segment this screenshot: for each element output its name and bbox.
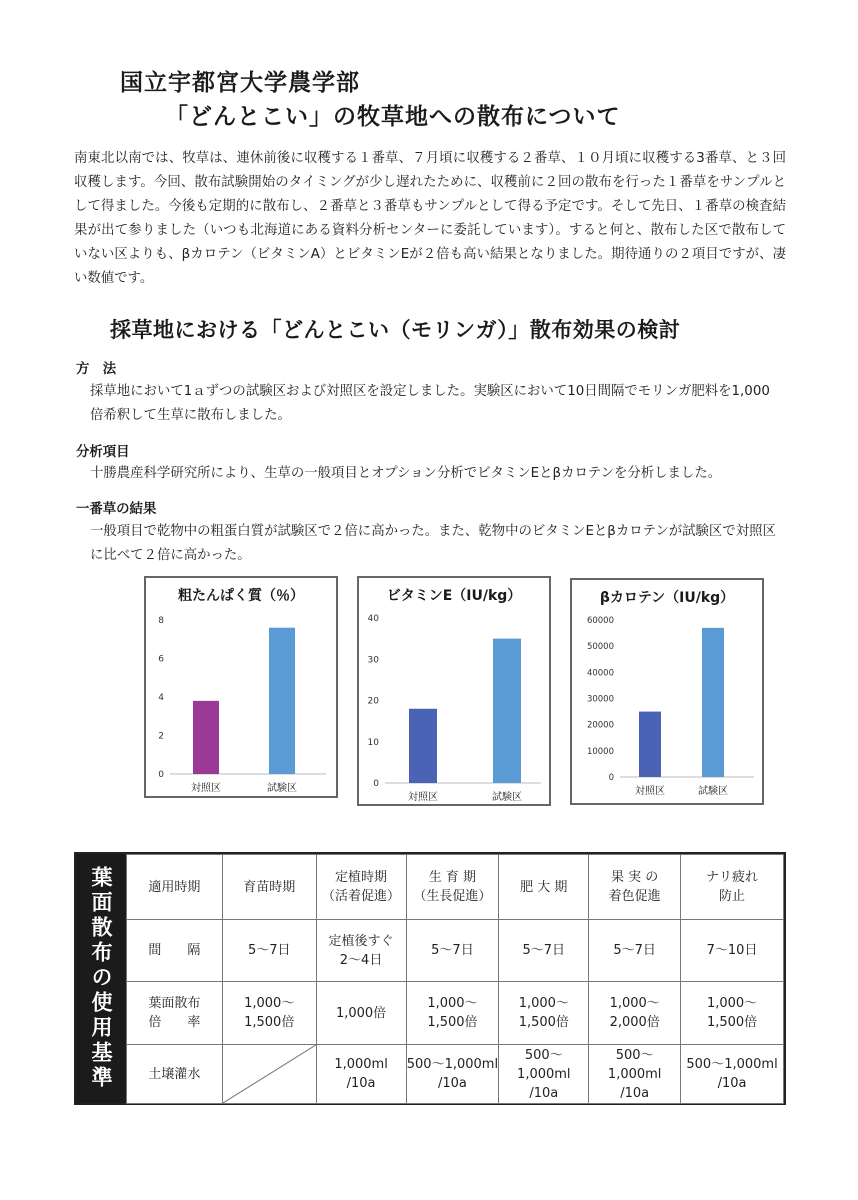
table-cell: 果 実 の 着色促進 [589, 855, 681, 920]
y-tick-label: 0 [608, 773, 614, 783]
y-tick-label: 10000 [586, 746, 614, 757]
table-cell: ナリ疲れ 防止 [681, 855, 784, 920]
table-row-interval [127, 920, 784, 982]
table-cell: 葉面散布 倍 率 [127, 982, 223, 1045]
result-body: 一般項目で乾物中の粗蛋白質が試験区で２倍に高かった。また、乾物中のビタミンEとβカロテンが試験区で対照区に比べて２倍に高かった。 [90, 524, 776, 563]
result-heading: 一番草の結果 [76, 502, 157, 517]
bar-test [493, 639, 521, 783]
header-line1: 国立宇都宮大学農学部 [120, 70, 360, 96]
analysis-body: 十勝農産科学研究所により、生草の一般項目とオプション分析でビタミンEとβカロテンを分析しました。 [90, 466, 722, 481]
table-cell: 5～7日 [499, 920, 589, 982]
chart-title: ビタミンE（IU/kg） [386, 588, 522, 604]
table-cell: 1,000～ 1,500倍 [681, 982, 784, 1045]
table-cell: 5～7日 [222, 920, 316, 982]
bar-control [639, 712, 661, 777]
usage-table [126, 854, 784, 1104]
table-row-ratio [127, 982, 784, 1045]
table-cell: 定植後すぐ 2～4日 [316, 920, 406, 982]
chart-crude-protein [144, 576, 338, 798]
y-tick-label: 6 [158, 654, 164, 665]
table-cell: 1,000ml /10a [316, 1045, 406, 1104]
bar-control [193, 701, 219, 774]
table-row-soil [127, 1045, 784, 1104]
y-tick-label: 20000 [586, 720, 614, 731]
usage-side-label [76, 854, 126, 1103]
bar-control [409, 709, 437, 783]
table-cell: 1,000～ 1,500倍 [222, 982, 316, 1045]
chart-beta-carotene [570, 578, 764, 805]
y-tick-label: 2 [158, 731, 164, 742]
y-tick-label: 0 [373, 779, 379, 789]
table-cell: 土壌灌水 [127, 1045, 223, 1104]
table-cell: 1,000倍 [316, 982, 406, 1045]
table-cell: 肥 大 期 [499, 855, 589, 920]
study-title: 採草地における「どんとこい（モリンガ）」散布効果の検討 [110, 318, 681, 342]
y-tick-label: 20 [367, 696, 379, 707]
bar-test [702, 628, 724, 777]
side-label-text: 葉面散布の使用基準 [89, 866, 113, 1091]
x-category-label: 対照区 [635, 786, 665, 797]
table-cell: 1,000～ 1,500倍 [499, 982, 589, 1045]
y-tick-label: 40000 [586, 668, 614, 679]
y-tick-label: 50000 [586, 642, 614, 653]
table-cell: 500～1,000ml /10a [589, 1045, 681, 1104]
analysis-heading: 分析項目 [76, 445, 130, 460]
y-tick-label: 60000 [586, 616, 614, 626]
chart-title: 粗たんぱく質（％） [178, 588, 304, 604]
table-cell: 500～1,000ml /10a [406, 1045, 499, 1104]
y-tick-label: 4 [158, 693, 164, 703]
x-category-label: 試験区 [492, 792, 522, 803]
x-category-label: 対照区 [191, 783, 221, 794]
table-row-header [127, 855, 784, 920]
chart-title: βカロテン（IU/kg） [599, 590, 735, 606]
table-cell: 間 隔 [127, 920, 223, 982]
table-cell: 1,000～ 1,500倍 [406, 982, 499, 1045]
table-cell: 1,000～ 2,000倍 [589, 982, 681, 1045]
x-category-label: 試験区 [698, 786, 728, 797]
table-cell: 育苗時期 [222, 855, 316, 920]
usage-table-container [74, 852, 786, 1105]
table-cell: 生 育 期 （生長促進） [406, 855, 499, 920]
table-cell: 500～1,000ml /10a [681, 1045, 784, 1104]
bar-test [269, 628, 295, 774]
intro-paragraph: 南東北以南では、牧草は、連休前後に収穫する１番草、７月頃に収穫する２番草、１０月頃に収穫する3番草、と３回収穫します。今回、散布試験開始のタイミングが少し遅れたために、収穫前に２回の散布を行った１番草をサンプルとして得ました。今後も定期的に散布し、２番草と３番草もサンプルとして得る予定です。そして先日、１番草の検査結果が出て参りました（いつも北海道にある資料分析センターに委託しています）。すると何と、散布した区で散布していない区よりも、βカロテン（ビタミンA）とビタミンEが２倍も高い結果となりました。期待通りの２項目ですが、凄い数値です。 [74, 151, 786, 286]
chart-vitamin-e [357, 576, 551, 806]
y-tick-label: 30000 [586, 694, 614, 705]
y-tick-label: 10 [367, 737, 379, 748]
y-tick-label: 30 [367, 655, 379, 666]
table-cell: 5～7日 [589, 920, 681, 982]
y-tick-label: 0 [158, 770, 164, 780]
table-cell-empty [222, 1045, 316, 1104]
x-category-label: 試験区 [267, 783, 297, 794]
method-body: 採草地において1ａずつの試験区および対照区を設定しました。実験区において10日間隔でモリンガ肥料を1,000倍希釈して生草に散布しました。 [90, 384, 770, 423]
table-cell: 定植時期 （活着促進） [316, 855, 406, 920]
table-cell: 5～7日 [406, 920, 499, 982]
chart-svg-0 [146, 578, 336, 796]
method-heading: 方 法 [76, 362, 117, 377]
diagonal-slash [223, 1045, 316, 1103]
x-category-label: 対照区 [408, 792, 438, 803]
chart-svg-2 [572, 580, 762, 803]
y-tick-label: 8 [158, 616, 164, 626]
header-line2: 「どんとこい」の牧草地への散布について [165, 104, 621, 130]
table-cell: 適用時期 [127, 855, 223, 920]
table-cell: 7～10日 [681, 920, 784, 982]
chart-svg-1 [359, 578, 549, 804]
table-cell: 500～1,000ml /10a [499, 1045, 589, 1104]
y-tick-label: 40 [367, 614, 379, 624]
